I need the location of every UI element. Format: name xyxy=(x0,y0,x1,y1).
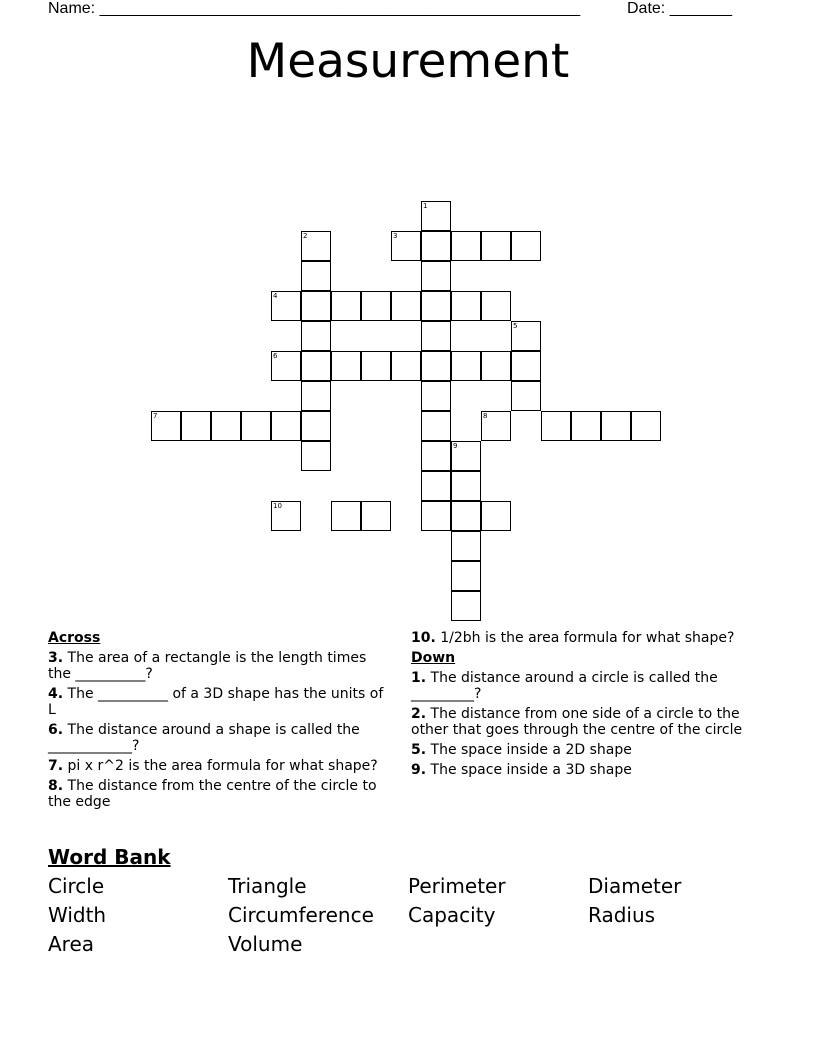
crossword-cell[interactable] xyxy=(301,231,331,261)
crossword-cell[interactable] xyxy=(271,351,301,381)
crossword-cell[interactable] xyxy=(451,561,481,591)
crossword-cell[interactable] xyxy=(391,231,421,261)
crossword-cell[interactable] xyxy=(451,441,481,471)
cell-number: 9 xyxy=(453,442,458,450)
word-bank-word: Volume xyxy=(228,932,303,956)
crossword-cell[interactable] xyxy=(421,291,451,321)
crossword-cell[interactable] xyxy=(451,501,481,531)
crossword-cell[interactable] xyxy=(361,351,391,381)
crossword-cell[interactable] xyxy=(181,411,211,441)
across-clue xyxy=(48,722,393,754)
crossword-cell[interactable] xyxy=(361,291,391,321)
crossword-cell[interactable] xyxy=(421,411,451,441)
cell-number: 6 xyxy=(273,352,278,360)
clues-column-left xyxy=(48,630,393,814)
clue-text: The distance around a shape is called the ____________? xyxy=(48,722,360,754)
crossword-cell[interactable] xyxy=(301,261,331,291)
down-clue xyxy=(411,670,771,702)
clue-text: The space inside a 3D shape xyxy=(430,762,632,778)
crossword-cell[interactable] xyxy=(451,291,481,321)
crossword-cell[interactable] xyxy=(301,351,331,381)
crossword-cell[interactable] xyxy=(301,411,331,441)
crossword-cell[interactable] xyxy=(451,351,481,381)
across-clue xyxy=(48,650,393,682)
across-clue xyxy=(411,630,771,646)
crossword-cell[interactable] xyxy=(421,471,451,501)
across-clue xyxy=(48,686,393,718)
crossword-cell[interactable] xyxy=(421,261,451,291)
crossword-cell[interactable] xyxy=(421,231,451,261)
clue-number: 10. xyxy=(411,630,436,646)
crossword-cell[interactable] xyxy=(451,531,481,561)
crossword-cell[interactable] xyxy=(331,351,361,381)
clue-text: The distance from one side of a circle to the other that goes through the centre of the circle xyxy=(411,706,743,738)
crossword-cell[interactable] xyxy=(271,411,301,441)
word-bank-word: Circle xyxy=(48,874,105,898)
crossword-cell[interactable] xyxy=(301,291,331,321)
clue-number: 4. xyxy=(48,686,64,702)
word-bank-word: Diameter xyxy=(588,874,682,898)
cell-number: 10 xyxy=(273,502,282,510)
across-clue xyxy=(48,778,393,810)
across-heading: Across xyxy=(48,630,101,646)
crossword-cell[interactable] xyxy=(331,291,361,321)
cell-number: 1 xyxy=(423,202,428,210)
down-clue xyxy=(411,762,771,778)
crossword-cell[interactable] xyxy=(331,501,361,531)
clue-number: 6. xyxy=(48,722,64,738)
crossword-cell[interactable] xyxy=(391,351,421,381)
word-bank-word: Circumference xyxy=(228,903,374,927)
crossword-cell[interactable] xyxy=(421,201,451,231)
crossword-cell[interactable] xyxy=(421,501,451,531)
cell-number: 8 xyxy=(483,412,488,420)
crossword-cell[interactable] xyxy=(511,321,541,351)
crossword-cell[interactable] xyxy=(421,321,451,351)
crossword-cell[interactable] xyxy=(361,501,391,531)
crossword-cell[interactable] xyxy=(301,381,331,411)
clue-number: 1. xyxy=(411,670,427,686)
crossword-cell[interactable] xyxy=(211,411,241,441)
crossword-cell[interactable] xyxy=(481,411,511,441)
name-field-label: Name: ______________________________________________________ xyxy=(48,0,581,17)
down-heading: Down xyxy=(411,650,456,666)
crossword-cell[interactable] xyxy=(481,291,511,321)
clue-number: 3. xyxy=(48,650,64,666)
crossword-cell[interactable] xyxy=(451,591,481,621)
crossword-cell[interactable] xyxy=(571,411,601,441)
crossword-cell[interactable] xyxy=(481,351,511,381)
crossword-cell[interactable] xyxy=(541,411,571,441)
across-clue xyxy=(48,758,393,774)
clue-number: 2. xyxy=(411,706,427,722)
clue-text: 1/2bh is the area formula for what shape? xyxy=(440,630,735,646)
crossword-cell[interactable] xyxy=(481,231,511,261)
word-bank-word: Triangle xyxy=(228,874,307,898)
page-title: Measurement xyxy=(246,34,570,89)
clue-number: 9. xyxy=(411,762,427,778)
crossword-cell[interactable] xyxy=(511,351,541,381)
crossword-cell[interactable] xyxy=(301,441,331,471)
crossword-cell[interactable] xyxy=(511,381,541,411)
clues-column-right xyxy=(411,630,771,782)
crossword-cell[interactable] xyxy=(421,351,451,381)
clue-text: The __________ of a 3D shape has the units of L xyxy=(48,686,384,718)
crossword-cell[interactable] xyxy=(421,441,451,471)
crossword-cell[interactable] xyxy=(301,321,331,351)
word-bank-title: Word Bank xyxy=(48,845,171,869)
word-bank-word: Perimeter xyxy=(408,874,506,898)
crossword-cell[interactable] xyxy=(271,501,301,531)
cell-number: 2 xyxy=(303,232,308,240)
crossword-cell[interactable] xyxy=(601,411,631,441)
clue-number: 7. xyxy=(48,758,64,774)
crossword-cell[interactable] xyxy=(511,231,541,261)
crossword-cell[interactable] xyxy=(421,381,451,411)
crossword-cell[interactable] xyxy=(451,471,481,501)
cell-number: 3 xyxy=(393,232,398,240)
crossword-cell[interactable] xyxy=(151,411,181,441)
word-bank-word: Radius xyxy=(588,903,656,927)
down-clue xyxy=(411,742,771,758)
crossword-cell[interactable] xyxy=(241,411,271,441)
clue-number: 5. xyxy=(411,742,427,758)
cell-number: 5 xyxy=(513,322,518,330)
clue-text: The distance from the centre of the circle to the edge xyxy=(48,778,377,810)
crossword-cell[interactable] xyxy=(271,291,301,321)
date-field-label: Date: _______ xyxy=(627,0,732,17)
clue-number: 8. xyxy=(48,778,64,794)
cell-number: 7 xyxy=(153,412,158,420)
crossword-cell[interactable] xyxy=(631,411,661,441)
down-clue xyxy=(411,706,771,738)
word-bank-word: Area xyxy=(48,932,95,956)
crossword-cell[interactable] xyxy=(451,231,481,261)
clue-text: pi x r^2 is the area formula for what shape? xyxy=(67,758,378,774)
word-bank xyxy=(48,873,788,957)
clue-text: The area of a rectangle is the length times the __________? xyxy=(48,650,367,682)
crossword-cell[interactable] xyxy=(391,291,421,321)
clue-text: The distance around a circle is called the _________? xyxy=(411,670,718,702)
cell-number: 4 xyxy=(273,292,278,300)
word-bank-word: Width xyxy=(48,903,107,927)
clue-text: The space inside a 2D shape xyxy=(430,742,632,758)
crossword-cell[interactable] xyxy=(481,501,511,531)
word-bank-word: Capacity xyxy=(408,903,496,927)
